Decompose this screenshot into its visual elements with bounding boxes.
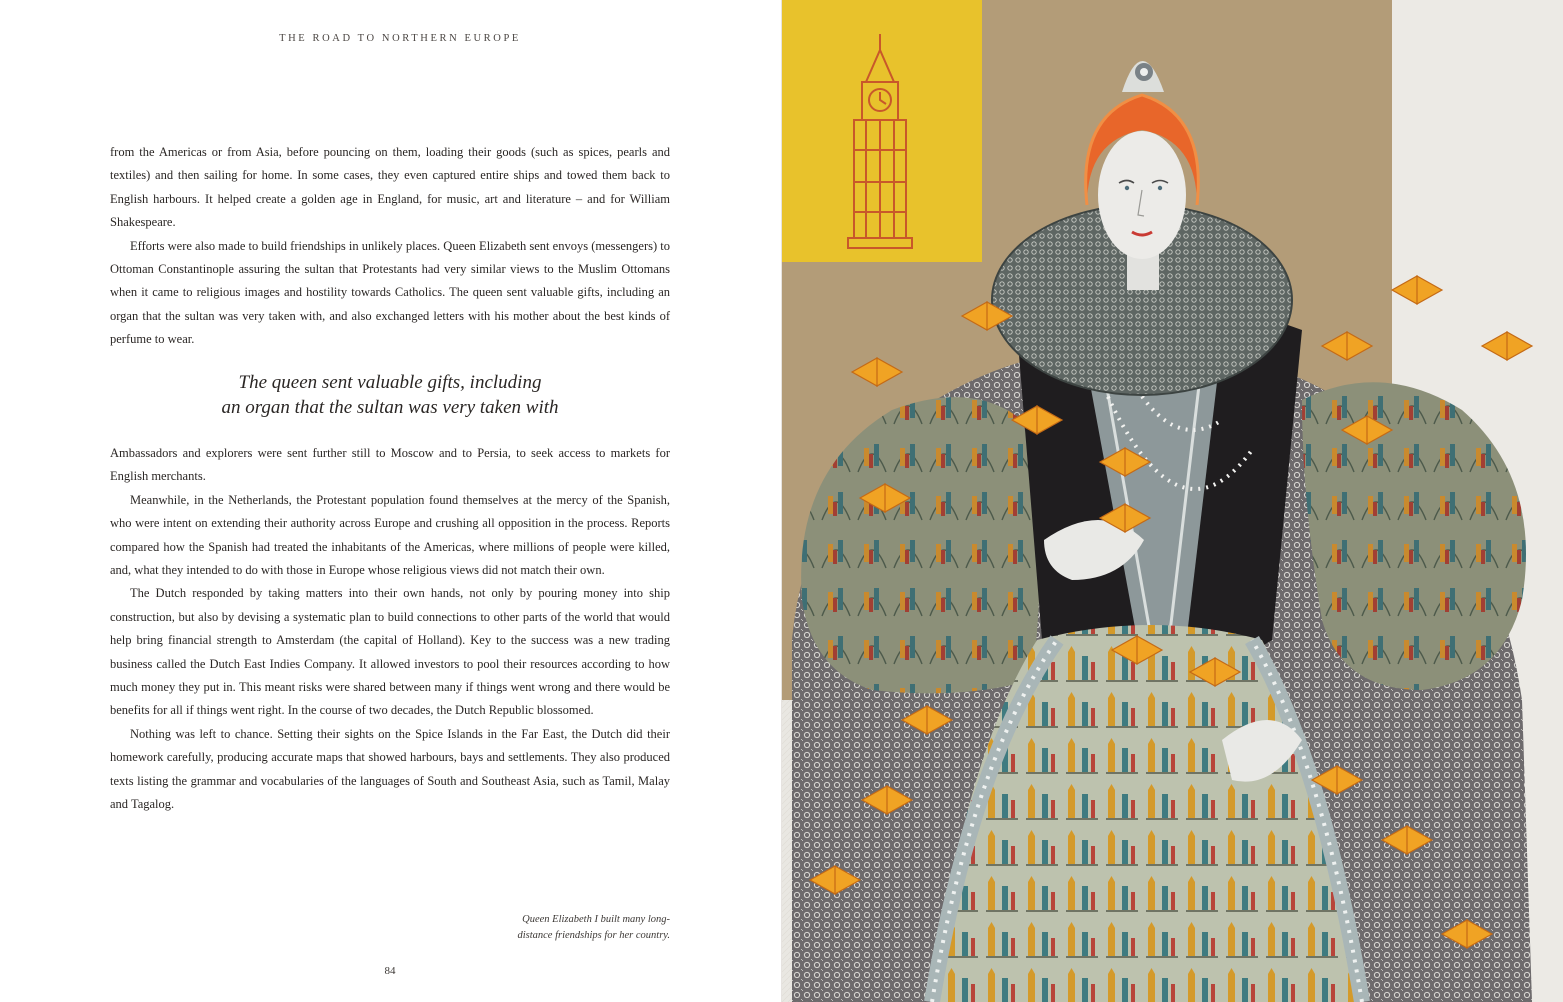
right-page [782, 0, 1563, 1002]
caption-line: Queen Elizabeth I built many long- [522, 914, 670, 925]
pull-quote-line: The queen sent valuable gifts, including [238, 372, 542, 393]
figure-caption [420, 912, 670, 944]
paragraph: Meanwhile, in the Netherlands, the Protestant population found themselves at the mercy of the Spanish, who were intent on extending their authority across Europe and crushing all opposition in the process. Reports compared how the Spanish had treated the inhabitants of the Americas, where millions of people were killed, and, what they intended to do with those in Europe whose religious views did not match their own. [110, 492, 670, 578]
paragraph: from the Americas or from Asia, before pouncing on them, loading their goods (such as spices, pearls and textiles) and then sailing for home. In some cases, they even captured entire ships and towed them back to English harbours. It helped create a golden age in England, for music, art and literature – and for William Shakespeare. [110, 145, 670, 230]
page-number: 84 [384, 965, 396, 977]
paragraph: Nothing was left to chance. Setting their sights on the Spice Islands in the Far East, the Dutch did their homework carefully, producing accurate maps that showed harbours, bays and settlements. They also produced texts listing the grammar and vocabularies of the languages of South and Southeast Asia, such as Tamil, Malay and Tagalog. [110, 726, 670, 812]
caption-line: distance friendships for her country. [517, 930, 670, 941]
portrait-illustration [782, 0, 1563, 1002]
left-page [0, 0, 781, 1002]
paragraph: Efforts were also made to build friendships in unlikely places. Queen Elizabeth sent envoys (messengers) to Ottoman Constantinople assuring the sultan that Protestants had very similar views to the Muslim Ottomans when it came to religious images and hostility towards Catholics. The queen sent valuable gifts, including an organ that the sultan was very taken with, and also exchanged letters with his mother about the best kinds of perfume to wear. [110, 238, 670, 347]
pull-quote-line: an organ that the sultan was very taken with [221, 397, 559, 418]
pull-quote [110, 370, 670, 420]
running-head: THE ROAD TO NORTHERN EUROPE [279, 33, 521, 44]
body-text-bottom [110, 442, 670, 817]
paragraph: The Dutch responded by taking matters into their own hands, not only by pouring money into ship construction, but also by devising a systematic plan to build connections to other parts of the world that would help bring financial strength to Amsterdam (the capital of Holland). Key to the success was a new trading business called the Dutch East Indies Company. It allowed investors to pool their resources according to how much money they put in. This meant risks were shared between many if things went wrong and there would be benefits for all if things went right. In the course of two decades, the Dutch Republic blossomed. [110, 586, 670, 718]
body-text-top [110, 141, 670, 352]
paragraph: Ambassadors and explorers were sent further still to Moscow and to Persia, to seek access to markets for English merchants. [110, 446, 670, 484]
